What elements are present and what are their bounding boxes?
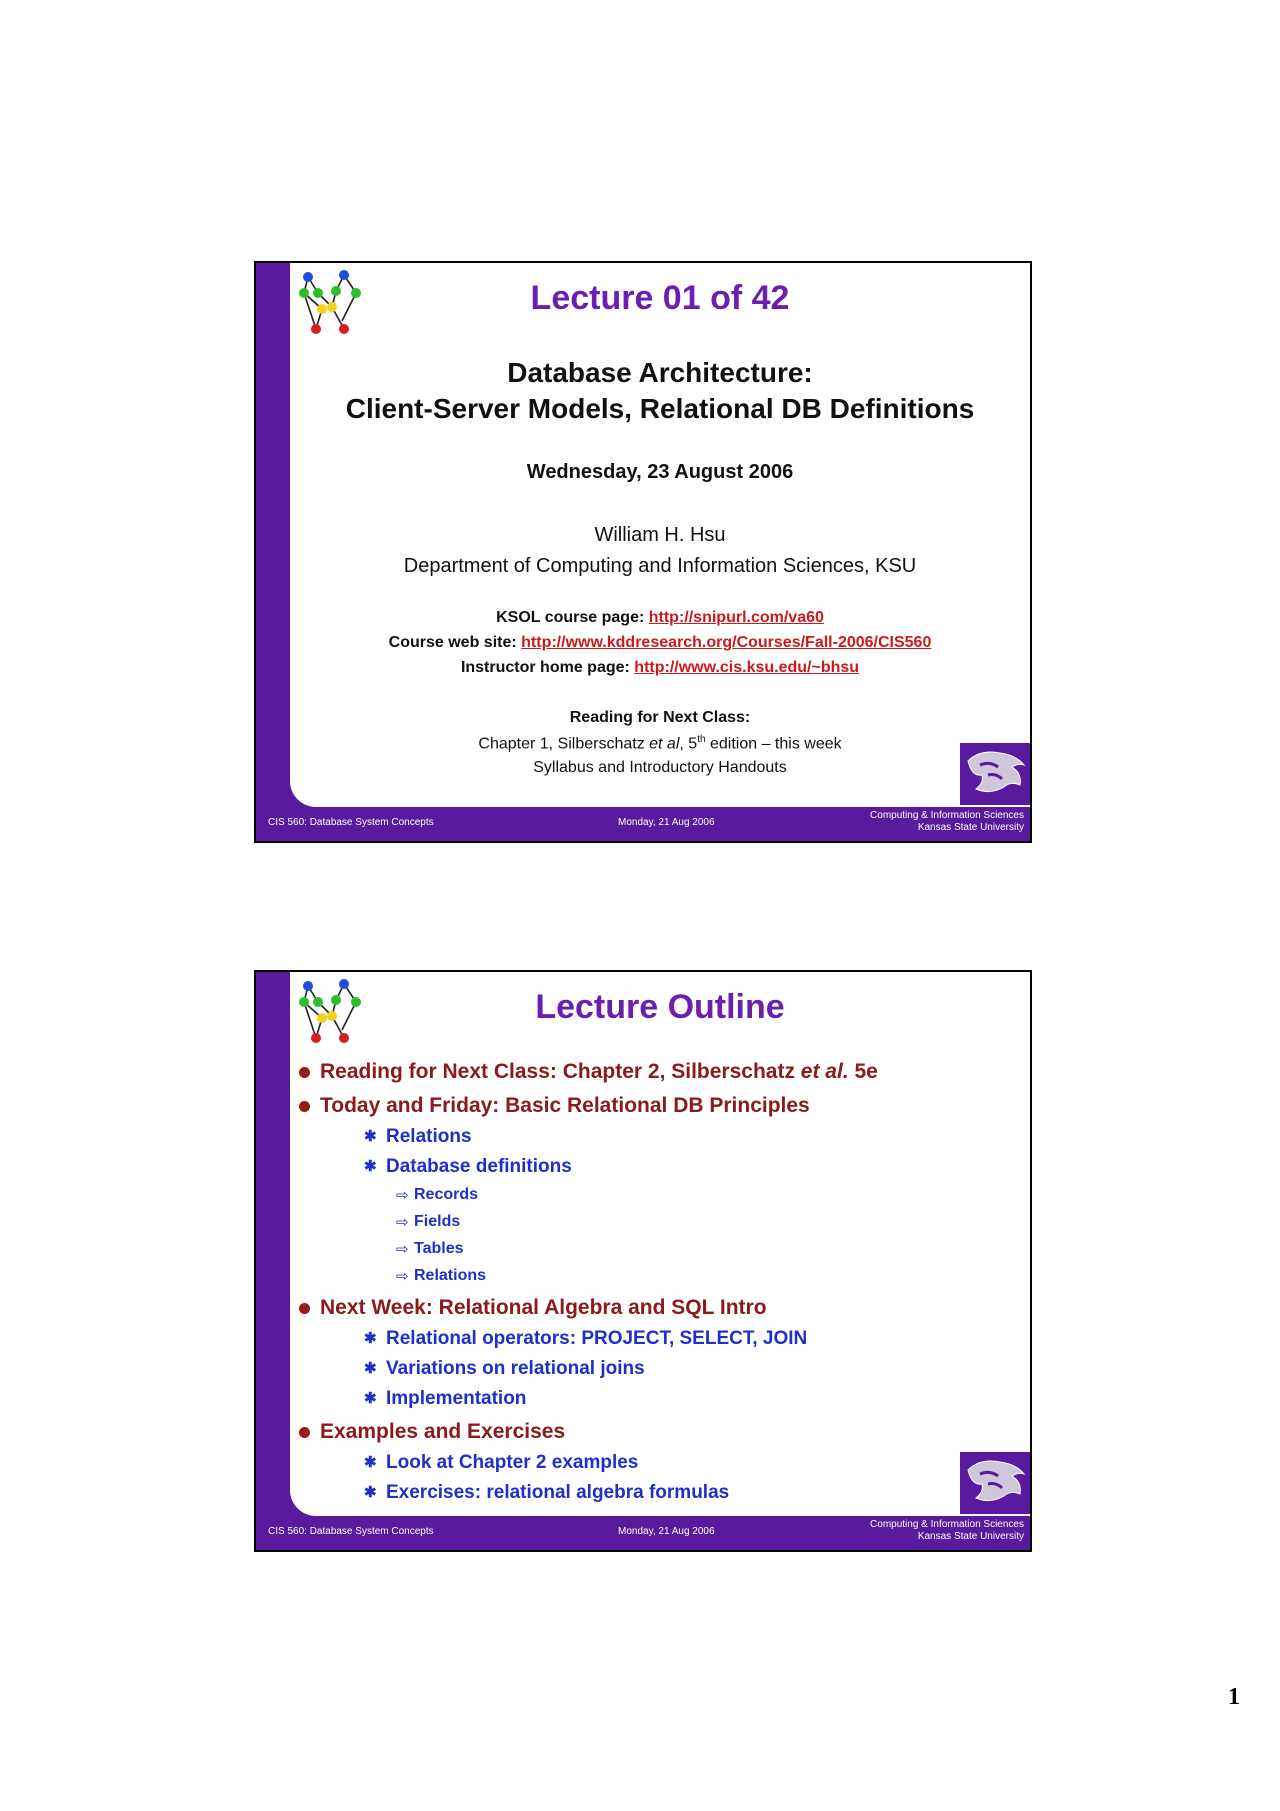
footer-department <box>870 1519 1024 1543</box>
link-label: Instructor home page: <box>460 659 635 676</box>
course-web-site-link-row <box>290 634 1030 652</box>
subbullet-text: Implementation <box>386 1388 527 1409</box>
footer-course: CIS 560: Database System Concepts <box>268 1526 434 1537</box>
outline-subbullet <box>364 1126 472 1148</box>
reading-line-1 <box>290 734 1030 753</box>
slide-subtitle-line-2: Client-Server Models, Relational DB Definitions <box>345 393 975 424</box>
course-web-site-link[interactable]: http://www.kddresearch.org/Courses/Fall-2006/CIS560 <box>521 634 932 651</box>
instructor-home-link-row <box>290 659 1030 677</box>
subbullet-text: Look at Chapter 2 examples <box>386 1452 639 1473</box>
slide-2 <box>254 970 1032 1552</box>
wildcat-logo-icon <box>960 1452 1030 1514</box>
footer-date: Monday, 21 Aug 2006 <box>618 1526 715 1537</box>
link-label: Course web site: <box>388 634 522 651</box>
subsubbullet-text: Fields <box>414 1213 461 1230</box>
bullet-text: 5e <box>848 1060 878 1083</box>
outline-bullet-today: Today and Friday: Basic Relational DB Principles <box>320 1094 810 1117</box>
outline-subbullet <box>364 1388 527 1410</box>
arrow-bullet-icon: ⇨ <box>396 1268 409 1285</box>
outline-subsubbullet <box>396 1240 464 1258</box>
asterisk-bullet-icon: ✱ <box>364 1454 377 1471</box>
link-label: KSOL course page: <box>496 609 649 626</box>
reading-line-2: Syllabus and Introductory Handouts <box>533 759 787 776</box>
asterisk-bullet-icon: ✱ <box>364 1390 377 1407</box>
slide-footer <box>256 807 1030 841</box>
reading-heading: Reading for Next Class: <box>569 709 751 726</box>
asterisk-bullet-icon: ✱ <box>364 1360 377 1377</box>
outline-bullet-examples: Examples and Exercises <box>320 1420 566 1443</box>
outline-subbullet <box>364 1452 639 1474</box>
reading-superscript: th <box>697 734 706 745</box>
arrow-bullet-icon: ⇨ <box>396 1241 409 1258</box>
outline-subsubbullet <box>396 1267 487 1285</box>
wildcat-logo-icon <box>960 743 1030 805</box>
arrow-bullet-icon: ⇨ <box>396 1214 409 1231</box>
outline-bullet-reading <box>320 1060 878 1084</box>
ksol-course-link-row <box>290 609 1030 627</box>
footer-dept-line-2: Kansas State University <box>917 1531 1024 1542</box>
outline-subsubbullet <box>396 1213 461 1231</box>
author-name: William H. Hsu <box>594 524 726 546</box>
subsubbullet-text: Relations <box>414 1267 487 1284</box>
outline-subbullet <box>364 1156 572 1178</box>
outline-subsubbullet <box>396 1186 479 1204</box>
slide-1 <box>254 261 1032 843</box>
subbullet-text: Relational operators: PROJECT, SELECT, JOIN <box>386 1328 808 1349</box>
subbullet-text: Exercises: relational algebra formulas <box>386 1482 730 1503</box>
instructor-home-link[interactable]: http://www.cis.ksu.edu/~bhsu <box>634 659 860 676</box>
footer-dept-line-1: Computing & Information Sciences <box>870 1519 1024 1530</box>
outline-bullet-next-week: Next Week: Relational Algebra and SQL Intro <box>320 1296 767 1319</box>
subbullet-text: Database definitions <box>386 1156 572 1177</box>
subsubbullet-text: Tables <box>414 1240 464 1257</box>
asterisk-bullet-icon: ✱ <box>364 1330 377 1347</box>
ksol-course-link[interactable]: http://snipurl.com/va60 <box>648 609 824 626</box>
footer-dept-line-1: Computing & Information Sciences <box>870 810 1024 821</box>
lecture-date: Wednesday, 23 August 2006 <box>526 461 794 483</box>
department-name: Department of Computing and Information Sciences, KSU <box>403 555 917 577</box>
footer-course: CIS 560: Database System Concepts <box>268 817 434 828</box>
asterisk-bullet-icon: ✱ <box>364 1484 377 1501</box>
footer-dept-line-2: Kansas State University <box>917 822 1024 833</box>
arrow-bullet-icon: ⇨ <box>396 1187 409 1204</box>
subsubbullet-text: Records <box>414 1186 479 1203</box>
outline-subbullet <box>364 1358 645 1380</box>
reading-text: edition – this week <box>705 735 842 753</box>
outline-subbullet <box>364 1482 730 1504</box>
slide-subtitle-line-1: Database Architecture: <box>507 357 813 388</box>
subbullet-text: Relations <box>386 1126 472 1147</box>
asterisk-bullet-icon: ✱ <box>364 1158 377 1175</box>
subbullet-text: Variations on relational joins <box>386 1358 645 1379</box>
asterisk-bullet-icon: ✱ <box>364 1128 377 1145</box>
slide-title: Lecture 01 of 42 <box>530 279 790 317</box>
footer-date: Monday, 21 Aug 2006 <box>618 817 715 828</box>
bullet-emphasis: et al. <box>800 1060 849 1083</box>
reading-text: , 5 <box>679 735 698 753</box>
bullet-text: Reading for Next Class: Chapter 2, Silberschatz <box>320 1060 801 1083</box>
reading-emphasis: et al <box>649 735 680 753</box>
slide-footer <box>256 1516 1030 1550</box>
slide-title: Lecture Outline <box>535 988 785 1026</box>
reading-text: Chapter 1, Silberschatz <box>478 735 650 753</box>
footer-department <box>870 810 1024 834</box>
page-number: 1 <box>1228 1684 1240 1710</box>
outline-subbullet <box>364 1328 808 1350</box>
